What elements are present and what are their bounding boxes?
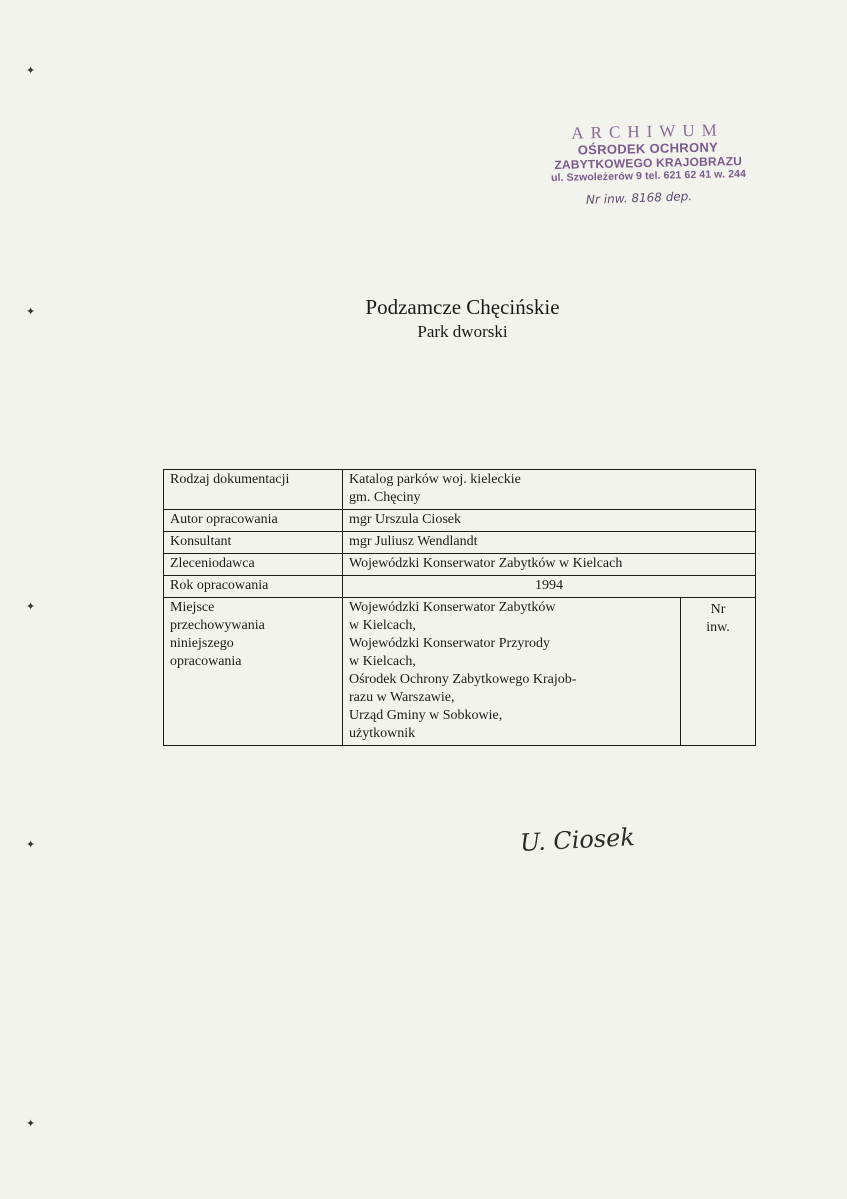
row-value	[343, 598, 681, 746]
stamp-inventory-number: Nr inw. 8168 dep.	[585, 189, 693, 207]
table-row	[164, 532, 756, 554]
value-line: razu w Warszawie,	[349, 690, 455, 705]
row-value	[343, 470, 756, 510]
label-line: niniejszego	[170, 636, 234, 651]
value-line: Wojewódzki Konserwator Zabytków	[349, 600, 556, 615]
documentation-table	[163, 469, 756, 746]
punch-mark: ✦	[26, 1117, 36, 1130]
row-label	[164, 598, 343, 746]
row-label: Rok opracowania	[164, 576, 343, 598]
punch-mark: ✦	[26, 838, 36, 851]
row-value: Wojewódzki Konserwator Zabytków w Kielcach	[343, 554, 756, 576]
value-line: gm. Chęciny	[349, 490, 421, 505]
archive-stamp	[527, 119, 768, 184]
inventory-number-cell	[681, 598, 756, 746]
stamp-line-4: ul. Szwoleżerów 9 tel. 621 62 41 w. 244	[550, 167, 747, 185]
stamp-line-1: ARCHIWUM	[571, 120, 724, 143]
table-row	[164, 510, 756, 532]
value-line: Katalog parków woj. kieleckie	[349, 472, 521, 487]
nr-line: inw.	[706, 620, 730, 635]
value-line: w Kielcach,	[349, 654, 416, 669]
table-row	[164, 576, 756, 598]
title-main: Podzamcze Chęcińskie	[365, 295, 560, 319]
value-line: użytkownik	[349, 726, 416, 741]
punch-mark: ✦	[26, 64, 36, 77]
row-value: mgr Urszula Ciosek	[343, 510, 756, 532]
row-label: Autor opracowania	[164, 510, 343, 532]
label-line: przechowywania	[170, 618, 265, 633]
table-row	[164, 554, 756, 576]
row-label: Rodzaj dokumentacji	[164, 470, 343, 510]
stamp-line-3: ZABYTKOWEGO KRAJOBRAZU	[554, 154, 743, 172]
stamp-line-2: OŚRODEK OCHRONY	[577, 139, 719, 158]
handwritten-signature: U. Ciosek	[519, 823, 636, 857]
nr-line: Nr	[710, 602, 726, 617]
label-line: Miejsce	[170, 600, 215, 615]
table-row	[164, 470, 756, 510]
punch-mark: ✦	[26, 600, 36, 613]
punch-mark: ✦	[26, 305, 36, 318]
row-label: Konsultant	[164, 532, 343, 554]
title-sub: Park dworski	[417, 322, 508, 341]
value-line: Ośrodek Ochrony Zabytkowego Krajob-	[349, 672, 577, 687]
value-line: Urząd Gminy w Sobkowie,	[349, 708, 503, 723]
table-row	[164, 598, 756, 746]
label-line: opracowania	[170, 654, 242, 669]
row-value: mgr Juliusz Wendlandt	[343, 532, 756, 554]
value-line: w Kielcach,	[349, 618, 416, 633]
value-line: Wojewódzki Konserwator Przyrody	[349, 636, 551, 651]
document-title	[0, 295, 847, 342]
row-label: Zleceniodawca	[164, 554, 343, 576]
row-value: 1994	[343, 576, 756, 598]
